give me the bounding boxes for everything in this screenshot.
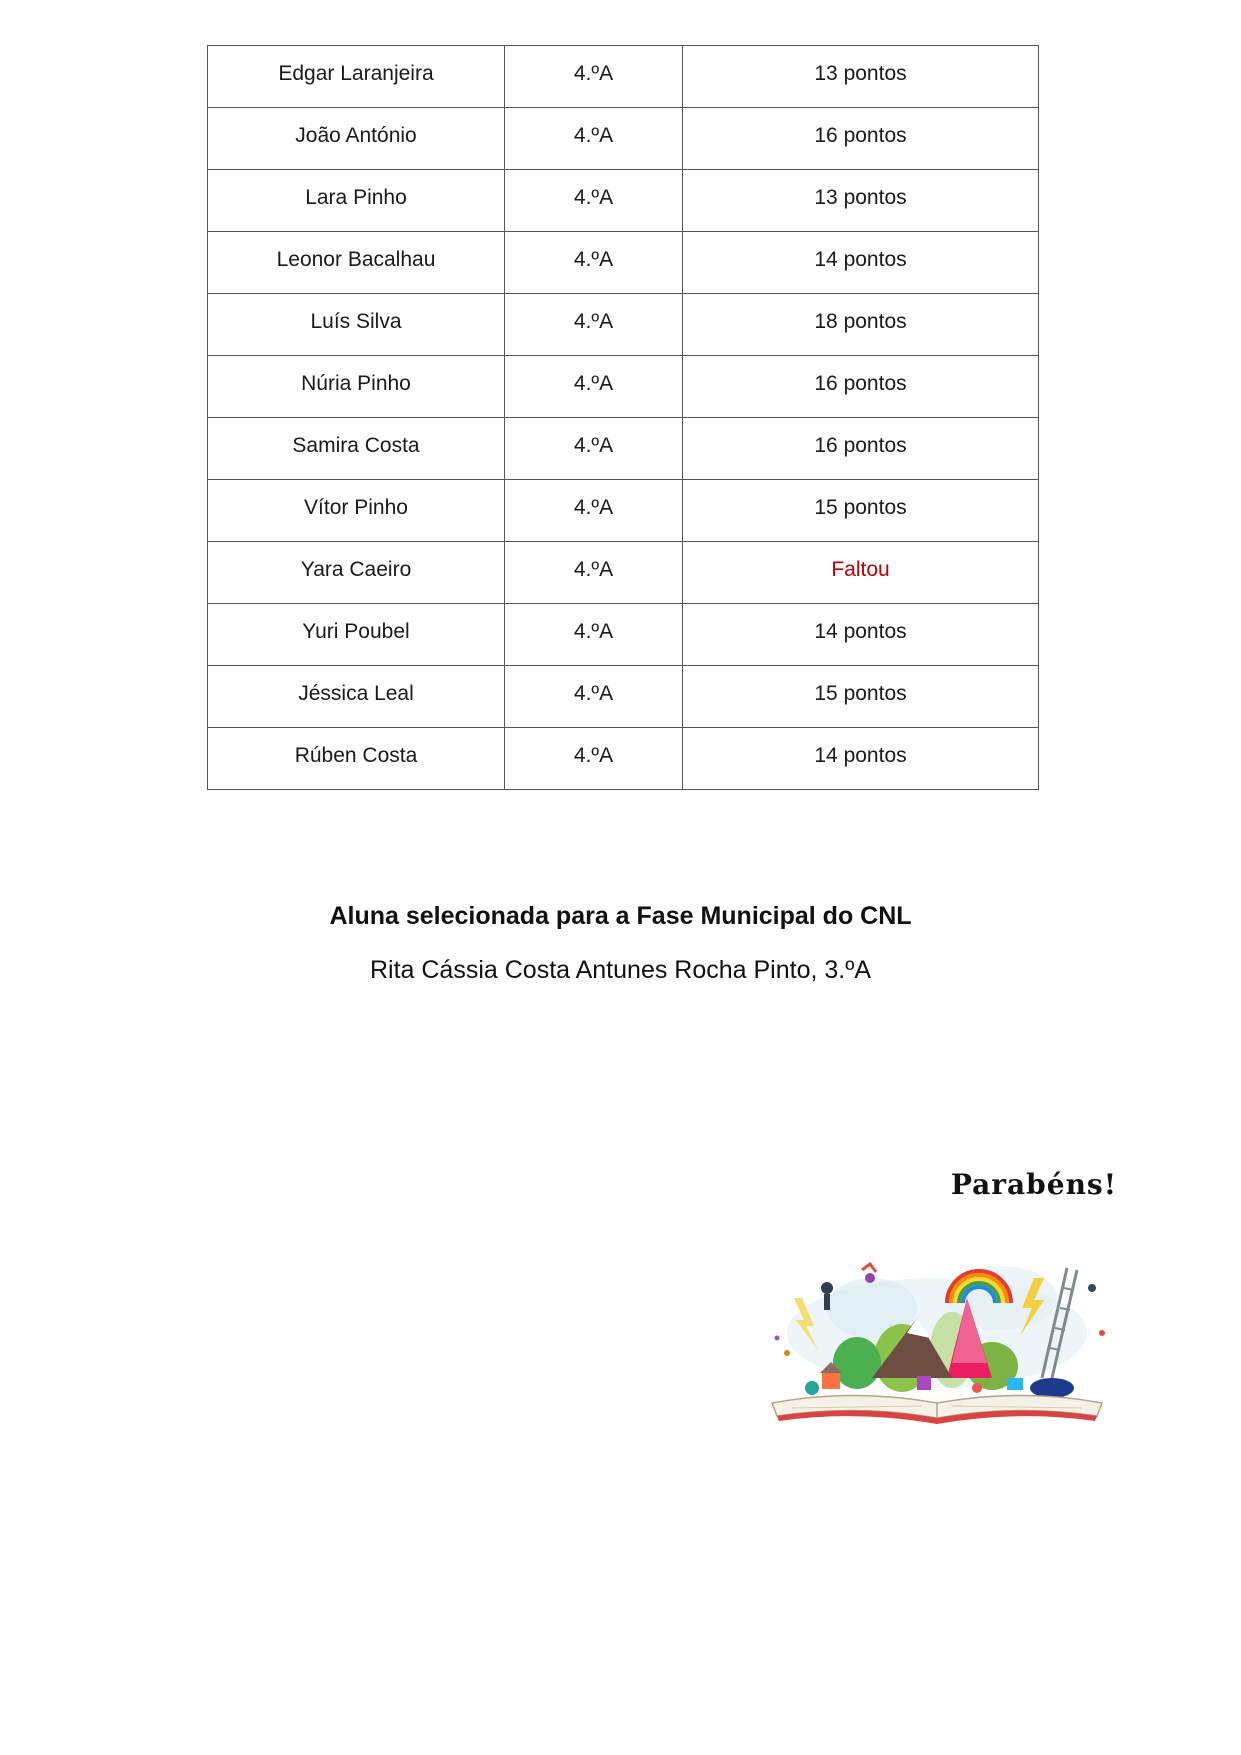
student-name: Yuri Poubel — [208, 604, 505, 666]
student-name: Yara Caeiro — [208, 542, 505, 604]
table-row — [208, 666, 1039, 728]
open-book-fantasy-icon — [752, 1238, 1122, 1428]
student-class: 4.ºA — [505, 418, 683, 480]
student-name: Lara Pinho — [208, 170, 505, 232]
table-row — [208, 356, 1039, 418]
table-row — [208, 480, 1039, 542]
table-row — [208, 232, 1039, 294]
student-score: 14 pontos — [683, 232, 1039, 294]
student-class: 4.ºA — [505, 294, 683, 356]
student-class: 4.ºA — [505, 728, 683, 790]
congrats-text: Parabéns! — [950, 1168, 1117, 1201]
table-row — [208, 46, 1039, 108]
student-name: Samira Costa — [208, 418, 505, 480]
table-row — [208, 604, 1039, 666]
student-name: Luís Silva — [208, 294, 505, 356]
student-class: 4.ºA — [505, 480, 683, 542]
student-class: 4.ºA — [505, 356, 683, 418]
student-class: 4.ºA — [505, 170, 683, 232]
student-score: 15 pontos — [683, 480, 1039, 542]
student-class: 4.ºA — [505, 232, 683, 294]
student-score: 16 pontos — [683, 108, 1039, 170]
selected-student: Rita Cássia Costa Antunes Rocha Pinto, 3.ºA — [369, 956, 872, 984]
student-class: 4.ºA — [505, 46, 683, 108]
student-name: João António — [208, 108, 505, 170]
student-score: 14 pontos — [683, 604, 1039, 666]
student-name: Vítor Pinho — [208, 480, 505, 542]
student-name: Rúben Costa — [208, 728, 505, 790]
student-score: 13 pontos — [683, 170, 1039, 232]
table-row — [208, 108, 1039, 170]
student-name: Leonor Bacalhau — [208, 232, 505, 294]
table-row — [208, 728, 1039, 790]
student-score: 13 pontos — [683, 46, 1039, 108]
table-row — [208, 418, 1039, 480]
student-class: 4.ºA — [505, 604, 683, 666]
table-row — [208, 294, 1039, 356]
student-name: Núria Pinho — [208, 356, 505, 418]
student-score: 14 pontos — [683, 728, 1039, 790]
results-table — [207, 45, 1039, 790]
student-score: 18 pontos — [683, 294, 1039, 356]
student-name: Edgar Laranjeira — [208, 46, 505, 108]
student-score: 16 pontos — [683, 356, 1039, 418]
student-class: 4.ºA — [505, 108, 683, 170]
student-class: 4.ºA — [505, 666, 683, 728]
selection-heading: Aluna selecionada para a Fase Municipal do CNL — [329, 902, 912, 930]
student-score: 15 pontos — [683, 666, 1039, 728]
student-name: Jéssica Leal — [208, 666, 505, 728]
student-score: 16 pontos — [683, 418, 1039, 480]
table-row — [208, 170, 1039, 232]
student-class: 4.ºA — [505, 542, 683, 604]
student-score-absent: Faltou — [683, 542, 1039, 604]
table-row — [208, 542, 1039, 604]
